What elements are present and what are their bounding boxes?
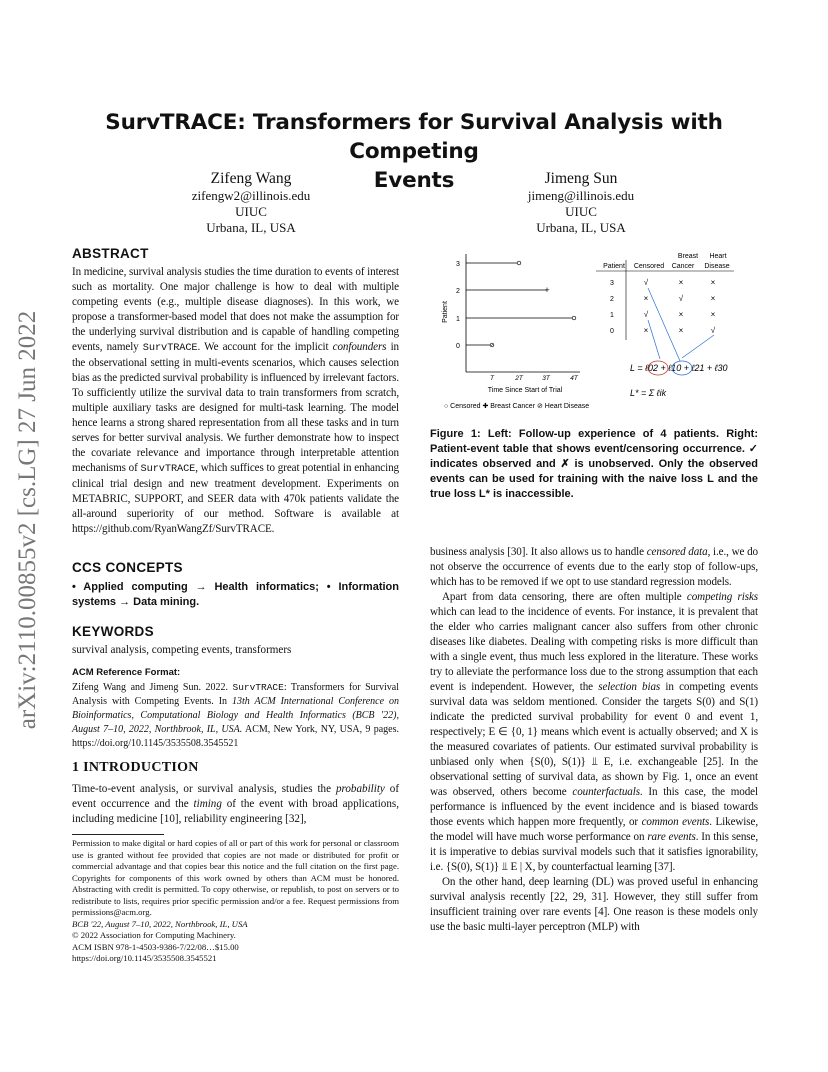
intro-body	[72, 782, 399, 827]
reference-text: : Transformers for Survival Analysis with Competing Events. In	[72, 682, 399, 707]
author-block-1	[148, 170, 354, 236]
footnote-doi[interactable]: https://doi.org/10.1145/3535508.3545521	[72, 953, 217, 963]
author-email[interactable]: zifengw2@illinois.edu	[191, 188, 311, 203]
author-block-2	[478, 170, 684, 236]
method-name: SurvTRACE	[142, 342, 198, 354]
author-name: Zifeng Wang	[210, 170, 292, 187]
table-cell: √	[710, 326, 716, 335]
table-cell: ×	[678, 326, 684, 335]
body-text: . Likewise, the model will have much worse performance on	[430, 816, 758, 843]
reference-format-heading: ACM Reference Format:	[72, 667, 181, 678]
body-text: Apart from data censoring, there are often multiple	[442, 591, 687, 603]
permission-notice: Permission to make digital or hard copies of all or part of this work for personal or classroom use is granted without fee provided that copies are not made or distributed for profit or commercial advantage and that copies bear this notice and the full citation on the first page. Copyrights for components of this work owned by others than ACM must be honored. Abstracting with credit is permitted. To copy otherwise, or republish, to post on servers or to redistribute to lists, requires prior specific permission and/or a fee. Request permissions from permissions@acm.org.	[72, 838, 399, 917]
link-arrow	[682, 335, 714, 358]
table-cell: 1	[610, 312, 614, 319]
table-header: Censored	[633, 263, 665, 270]
table-cell: ×	[710, 310, 716, 319]
keywords-heading: KEYWORDS	[72, 624, 154, 639]
body-emphasis: selection bias	[598, 681, 661, 693]
body-emphasis: common events	[641, 816, 710, 828]
body-emphasis: rare events	[647, 831, 696, 843]
abstract-text: . We account for the implicit	[197, 341, 333, 353]
table-header-top: Heart	[709, 253, 727, 260]
abstract-heading: ABSTRACT	[72, 246, 149, 261]
reference-format-text	[72, 681, 399, 751]
table-header-top: Breast	[677, 253, 699, 260]
author-affiliation: UIUC	[235, 204, 267, 219]
ytick-label: 1	[456, 316, 460, 323]
figure-1	[430, 244, 760, 414]
intro-emphasis: timing	[193, 798, 222, 810]
footnote-isbn: ACM ISBN 978-1-4503-9386-7/22/08…$15.00	[72, 941, 239, 952]
table-cell: ×	[643, 326, 649, 335]
abstract-text: in the observational setting in multi-events scenarios, which causes selection bias as the predicted survival probability is influenced by irrelevant factors. To sufficiently utilize the survival data to train transformers from scratch, multiple auxiliary tasks are designed for multi-task learning. The model hence learns a strong shared representation from all these tasks and in turn serves for better survival analysis. We further demonstrate how to inspect the covariate relevance and importance through interpretable attention mechanisms of	[72, 341, 399, 474]
xtick-label: 2T	[515, 375, 523, 382]
footnote	[72, 838, 399, 965]
reference-text: Zifeng Wang and Jimeng Sun. 2022.	[72, 682, 233, 693]
table-header: Disease	[704, 263, 730, 270]
abstract-emphasis: confounders	[332, 341, 387, 353]
breast-cancer-marker: +	[544, 285, 550, 295]
table-header: Patient	[603, 263, 625, 270]
arxiv-sidebar-stamp	[6, 290, 50, 750]
body-text: which can lead to the incidence of events. For instance, it is prevalent that the elder who carries malignant cancer also suffers from other chronic diseases like diabetes. Dealing with competing risks is more difficult than with a single event, thus much less explored in the literature. These works try to alleviate the performance loss due to the strong assumption that each event is independent. However, the	[430, 606, 758, 693]
plot-xlabel: Time Since Start of Trial	[487, 387, 563, 394]
intro-text: of the event with broad applications, including medicine [10], reliability engineering [32],	[72, 798, 399, 825]
table-cell: 0	[610, 328, 614, 335]
plot-legend: ○ Censored ✚ Breast Cancer ⊘ Heart Disease	[444, 403, 590, 410]
intro-emphasis: probability	[335, 783, 385, 795]
ytick-label: 0	[456, 343, 460, 350]
footnote-copyright: © 2022 Association for Computing Machinery.	[72, 930, 236, 940]
body-emphasis: counterfactuals	[572, 786, 640, 798]
abstract-body	[72, 265, 399, 537]
body-text: . In this sense, it is imperative to debias survival models such that it satisfies ignorability, i.e. {S(0), S(1)} ⫫ E | X, by counterfactual learning [37].	[430, 831, 758, 873]
ytick-label: 3	[456, 261, 460, 268]
body-text: , i.e., we do not observe the occurrence of events due to the early stop of follow-ups, which has to be removed if we opt to use standard regression models.	[430, 546, 758, 588]
table-cell: √	[678, 294, 684, 303]
author-name: Jimeng Sun	[544, 170, 618, 187]
method-name: SurvTRACE	[140, 463, 196, 475]
censored-marker	[517, 261, 521, 265]
title-line-2: Events	[373, 168, 455, 193]
true-loss-formula: L* = Σ ℓik	[630, 388, 667, 398]
figure-caption: Figure 1: Left: Follow-up experience of 4 patients. Right: Patient-event table that shows event/censoring occurrence. ✓ indicates observed and ✗ is unobserved. Only the observed events can be used for training with the naive loss L and the true loss L* is inaccessible.	[430, 428, 758, 500]
method-name: SurvTRACE	[232, 682, 284, 693]
intro-text: Time-to-event analysis, or survival analysis, studies the	[72, 783, 336, 795]
intro-text: of event occurrence and the	[72, 783, 400, 810]
ccs-heading: CCS CONCEPTS	[72, 560, 183, 575]
plot-ylabel: Patient	[442, 301, 449, 323]
body-emphasis: competing risks	[686, 591, 758, 603]
intro-heading: 1 INTRODUCTION	[72, 760, 199, 775]
keywords-text: survival analysis, competing events, transformers	[72, 644, 292, 656]
link-arrow	[648, 288, 680, 361]
censored-marker	[572, 316, 576, 320]
body-paragraph: On the other hand, deep learning (DL) was proved useful in enhancing survival analysis recently [22, 29, 31]. However, they still suffer from insufficient training over rare events [4]. One reason is these models only use the basic multi-layer perceptron (MLP) with	[430, 876, 758, 933]
arxiv-id: arXiv:2110.00855v2 [cs.LG] 27 Jun 2022	[14, 310, 41, 730]
table-cell: 3	[610, 280, 614, 287]
abstract-text: In medicine, survival analysis studies the time duration to events of interest such as mortality. One major challenge is how to deal with multiple competing events (e.g., multiple disease diagnoses). In this work, we propose a transformer-based model that does not make the assumption for the underlying survival distribution and is capable of handling competing events, namely	[72, 266, 399, 353]
table-cell: 2	[610, 296, 614, 303]
ytick-label: 2	[456, 288, 460, 295]
footnote-venue: BCB '22, August 7–10, 2022, Northbrook, IL, USA	[72, 918, 248, 929]
author-location: Urbana, IL, USA	[206, 220, 296, 235]
table-cell: √	[643, 278, 649, 287]
right-column-body	[430, 545, 758, 935]
table-cell: ×	[710, 294, 716, 303]
body-text: in competing events survival data was seldom mentioned. Consider the targets S(0) and S(1) indicate the predicted survival probability for event 0 and event 1, respectively; E ∈ {0, 1} means which event is actually observed; and X is the measured covariates of patients. Our estimated survival probability is unbiased only when {S(0), S(1)} ⫫ E, i.e. exchangeable [25]. In the observational setting of survival data, as shown by Fig. 1, once an event was observed, others become	[430, 681, 759, 798]
table-cell: ×	[678, 310, 684, 319]
xtick-label: 3T	[542, 375, 550, 382]
link-arrow	[648, 320, 660, 359]
author-affiliation: UIUC	[565, 204, 597, 219]
table-cell: ×	[710, 278, 716, 287]
abstract-text: , which suffices to great potential in enhancing clinical trial design and new treatment development. Experiments on METABRIC, SUPPORT, and SEER data with 470k patients validate the all-around superiority of our method. Software is available at https://github.com/RyanWangZf/SurvTRACE.	[72, 462, 399, 535]
xtick-label: T	[490, 375, 494, 382]
title-line-1: SurvTRACE: Transformers for Survival Analysis with Competing	[105, 110, 723, 164]
reference-text: ACM, New York, NY, USA, 9 pages. https://doi.org/10.1145/3535508.3545521	[72, 724, 399, 749]
table-cell: ×	[643, 294, 649, 303]
footnote-divider	[72, 834, 164, 835]
table-cell: ×	[678, 278, 684, 287]
naive-loss-formula: L = ℓ02 + ℓ10 + ℓ21 + ℓ30	[630, 363, 728, 373]
table-cell: √	[643, 310, 649, 319]
body-text: . In this case, the model performance is influenced by the event incidence and is biased towards those events which happen more frequently, or	[430, 786, 758, 828]
body-emphasis: censored data	[646, 546, 708, 558]
author-location: Urbana, IL, USA	[536, 220, 626, 235]
reference-venue: 13th ACM International Conference on Bioinformatics, Computational Biology and Health Informatics (BCB '22), August 7–10, 2022, Northbrook, IL, USA.	[72, 696, 399, 735]
table-header: Cancer	[671, 263, 695, 270]
body-text: business analysis [30]. It also allows us to handle	[430, 546, 647, 558]
author-email[interactable]: jimeng@illinois.edu	[527, 188, 635, 203]
ccs-text: • Applied computing → Health informatics; • Information systems → Data mining.	[72, 581, 399, 608]
xtick-label: 4T	[570, 375, 578, 382]
